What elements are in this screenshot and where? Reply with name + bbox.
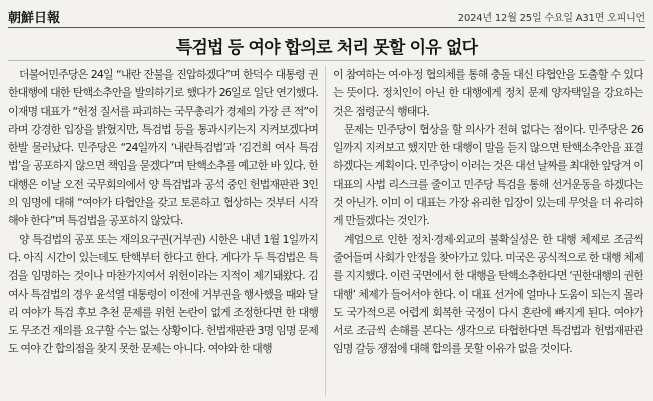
- newspaper-logo: 朝鮮日報: [8, 10, 61, 26]
- masthead-rule: [8, 27, 645, 28]
- editorial-headline: 특검법 등 여야 합의로 처리 못할 이유 없다: [175, 38, 478, 58]
- dateline: 2024년 12월 25일 수요일 A31면 오피니언: [457, 12, 645, 24]
- column-divider: [325, 66, 326, 396]
- headline-rule: [8, 60, 645, 61]
- masthead: [8, 6, 645, 26]
- right-column: [333, 66, 643, 398]
- paragraph: 계엄으로 인한 정치·경제·외교의 불확실성은 한 대행 체제로 조금씩 줄어들며 사회가 안정을 찾아가고 있다. 미국은 공식적으로 한 대행 체제를 지지했다. 이런 국면에서 한 대행을 탄핵소추한다면 ‘권한대행의 권한대행’ 체제가 들어서야 한다. 이 대표 선거에 얼마나 도움이 되는지 몰라도 국가적으론 어렵게 회복한 국정이 다시 혼란에 빠지게 된다. 여야가 서로 조금씩 손해를 본다는 생각으로 타협한다면 특검법과 헌법재판관 임명 갈등 쟁점에 대해 합의를 못할 이유가 없을 것이다.: [333, 232, 643, 356]
- paragraph: 양 특검법의 공포 또는 재의요구권(거부권) 시한은 내년 1월 1일까지다. 아직 시간이 있는데도 탄핵부터 한다고 한다. 게다가 두 특검법은 특검을 임명하는 것이나 마찬가지여서 위헌이라는 지적이 제기돼왔다. 김 여사 특검법의 경우 윤석열 대통령이 이전에 거부권을 행사했을 때와 달리 여야가 특검 후보 추천 문제를 위헌 논란이 없게 조정한다면 한 대행도 무조건 재의를 요구할 수는 없는 상황이다. 헌법재판관 3명 임명 문제도 여야 간 합의점을 찾지 못한 문제는 아니다. 여야와 한 대행: [8, 232, 318, 356]
- paragraph: 문제는 민주당이 협상을 할 의사가 전혀 없다는 점이다. 민주당은 26일까지 지켜보고 했지만 한 대행이 말을 듣지 않으면 탄핵소추안을 표결하겠다는 계획이다. 민주당이 이러는 것은 대선 날짜를 최대한 앞당겨 이 대표의 사법 리스크를 줄이고 민주당 특검을 통해 선거운동을 하겠다는 것 아닌가. 이미 이 대표는 가장 유리한 입장이 있는데 무엇을 더 유리하게 만들겠다는 것인가.: [333, 122, 643, 228]
- left-column: [8, 66, 318, 398]
- paragraph: 이 참여하는 여·야·정 협의체를 통해 충돌 대신 타협안을 도출할 수 있다는 뜻이다. 정치인이 아닌 한 대행에게 정치 문제 양자택일을 강요하는 것은 점령군식 행태다.: [333, 68, 643, 118]
- paragraph: 더불어민주당은 24일 “내란 잔불을 진압하겠다”며 한덕수 대통령 권한대행에 대한 탄핵소추안을 발의하기로 했다가 26일로 일단 연기했다. 이재명 대표가 “헌정 질서를 파괴하는 국무총리가 경제의 가장 큰 적”이라며 강경한 입장을 밝혔지만, 특검법 등을 통과시키는지 지켜보겠다며 한발 물러났다. 민주당은 “24일까지 ‘내란특검법’과 ‘김건희 여사 특검법’을 공포하지 않으면 책임을 묻겠다”며 탄핵소추를 예고한 바 있다. 한 대행은 이날 오전 국무회의에서 양 특검법과 공석 중인 헌법재판관 3인의 임명에 대해 “여야가 타협안을 갖고 토론하고 협상하는 것부터 시작해야 한다”며 특검법을 공포하지 않았다.: [8, 68, 318, 228]
